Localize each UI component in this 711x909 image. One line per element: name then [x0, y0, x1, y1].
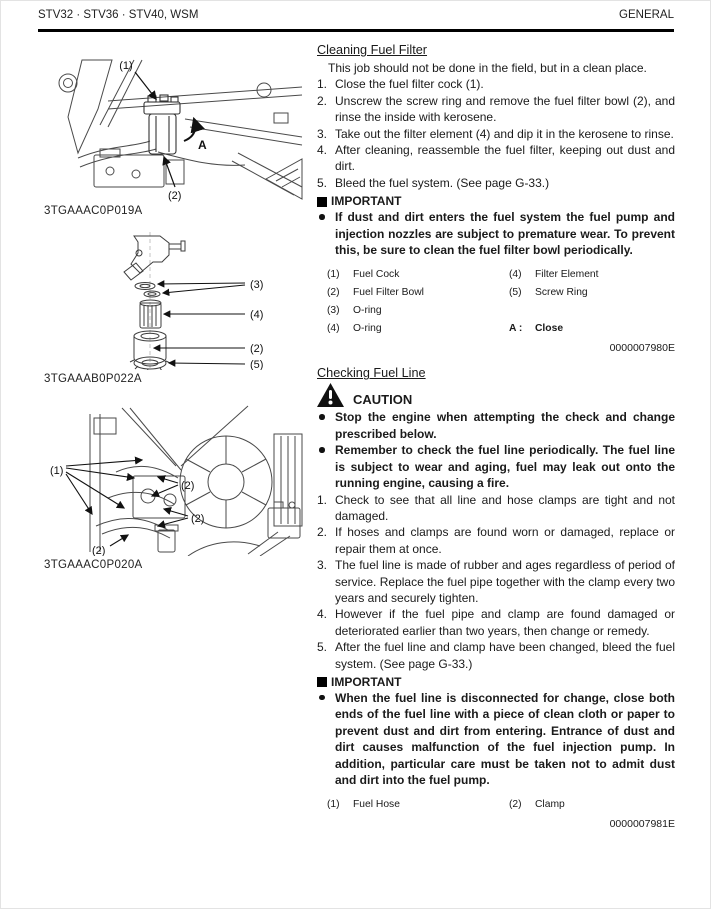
step-item [317, 524, 675, 557]
caution-text: Stop the engine when attempting the check and change prescribed below. [335, 410, 675, 441]
figure2-label-3: (3) [250, 279, 264, 291]
important-label: IMPORTANT [331, 194, 402, 209]
important-square-icon [317, 197, 327, 207]
step-text: Take out the filter element (4) and dip it in the kerosene to rinse. [335, 126, 674, 141]
doc-code: 0000007980E [609, 342, 675, 355]
step-item [317, 93, 675, 126]
figure-fuel-filter-exploded [38, 230, 308, 385]
important-header [317, 194, 675, 209]
step-text: However if the fuel pipe and clamp are found damaged or deteriorated earlier than two years, then change or remedy. [335, 607, 675, 638]
text-column [317, 42, 675, 831]
warning-triangle-icon [317, 383, 344, 407]
figure2-label-5: (5) [250, 359, 264, 370]
figure3-label-2c: (2) [92, 545, 106, 556]
fuel-filter-location-drawing [38, 57, 308, 202]
step-item [317, 492, 675, 525]
figure-fuel-line-location [38, 404, 308, 571]
caution-text: Remember to check the fuel line periodically. The fuel line is subject to wear and aging, fuel may leak out onto the running engine, causing a fire. [335, 443, 675, 491]
step-text: After cleaning, reassemble the fuel filter, keeping out dust and dirt. [335, 143, 675, 174]
step-item [317, 557, 675, 606]
important-square-icon [317, 677, 327, 687]
step-item [317, 76, 675, 92]
step-number: 5. [317, 640, 328, 655]
figure2-label-2: (2) [250, 343, 264, 355]
bullet-icon [319, 414, 325, 420]
step-item [317, 142, 675, 175]
figure1-label-1: (1) [119, 60, 133, 72]
step-number: 5. [317, 175, 328, 190]
step-item [317, 606, 675, 639]
step-number: 2. [317, 525, 328, 540]
section-title: Checking Fuel Line [317, 366, 426, 381]
caution-header [317, 383, 675, 407]
important-text: When the fuel line is disconnected for change, close both ends of the fuel line with a piece of clean cloth or paper to prevent dust and dirt from entering. Entrance of dust and dirt causes malfunction of the fuel injection pump. In addition, particular care must be taken not to admit dust and dirt into the fuel pump. [335, 690, 675, 787]
figure2-label-4: (4) [250, 309, 264, 321]
figure3-label-2a: (2) [181, 480, 195, 492]
figure3-label-1: (1) [50, 465, 64, 477]
step-text: After the fuel line and clamp have been changed, bleed the fuel system. (See page G-33.) [335, 640, 675, 671]
step-text: Unscrew the screw ring and remove the fuel filter bowl (2), and rinse the inside with kerosene. [335, 93, 675, 125]
section-cleaning-fuel-filter [317, 42, 675, 355]
legend-item: (2) Clamp [509, 799, 565, 811]
header-chapter: GENERAL [619, 9, 674, 21]
important-header [317, 675, 675, 690]
figure1-label-2: (2) [168, 190, 182, 202]
parts-legend [317, 796, 675, 814]
section-checking-fuel-line [317, 365, 675, 831]
header-divider [38, 29, 674, 32]
step-number: 3. [317, 126, 328, 141]
important-item [317, 690, 675, 788]
step-number: 1. [317, 77, 328, 92]
section-intro: This job should not be done in the field, but in a clean place. [328, 61, 647, 75]
legend-item: (4) Filter Element [509, 269, 599, 281]
header-model: STV32 · STV36 · STV40, WSM [38, 9, 199, 21]
legend-item: (5) Screw Ring [509, 287, 588, 299]
step-item [317, 175, 675, 191]
bullet-icon [319, 447, 325, 453]
bullet-icon [319, 214, 325, 220]
legend-item: (2) Fuel Filter Bowl [327, 287, 424, 299]
legend-item: (1) Fuel Cock [327, 269, 400, 281]
figure-caption: 3TGAAAC0P019A [44, 205, 143, 217]
step-number: 2. [317, 93, 328, 108]
caution-label: CAUTION [353, 392, 413, 408]
step-item [317, 126, 675, 142]
fuel-line-location-drawing [38, 404, 308, 556]
step-number: 4. [317, 143, 328, 158]
section-title: Cleaning Fuel Filter [317, 43, 428, 57]
important-label: IMPORTANT [331, 674, 402, 689]
figure-fuel-filter-location [38, 57, 308, 217]
step-text: The fuel line is made of rubber and ages regardless of period of service. Replace the fuel pipe together with the clamp every two years and securely tighten. [335, 558, 675, 605]
parts-legend [317, 266, 675, 338]
fuel-filter-exploded-drawing [38, 230, 308, 370]
bullet-icon [319, 695, 325, 701]
figure-caption: 3TGAAAC0P020A [44, 559, 143, 571]
step-number: 1. [317, 492, 328, 507]
legend-note-a-close: A : Close [509, 323, 564, 335]
step-text: Bleed the fuel system. (See page G-33.) [335, 175, 550, 190]
important-item [317, 209, 675, 258]
step-text: If hoses and clamps are found worn or damaged, replace or repair them at once. [335, 525, 675, 556]
doc-code: 0000007981E [609, 818, 675, 831]
figure1-arrow-a-label: A [198, 138, 207, 152]
step-number: 4. [317, 607, 328, 622]
step-item [317, 639, 675, 672]
page-header [38, 9, 674, 21]
important-text: If dust and dirt enters the fuel system the fuel pump and injection nozzles are subject to premature wear. To prevent this, be sure to clean the fuel filter bowl periodically. [335, 210, 675, 258]
step-text: Close the fuel filter cock (1). [335, 77, 484, 92]
figure-caption: 3TGAAAB0P022A [44, 373, 142, 385]
caution-item [317, 442, 675, 491]
legend-item: (3) O-ring [327, 305, 382, 317]
step-number: 3. [317, 558, 328, 573]
step-text: Check to see that all line and hose clamps are tight and not damaged. [335, 492, 675, 523]
legend-item: (4) O-ring [327, 323, 382, 335]
legend-item: (1) Fuel Hose [327, 799, 400, 811]
caution-item [317, 409, 675, 442]
figure3-label-2b: (2) [191, 513, 205, 525]
